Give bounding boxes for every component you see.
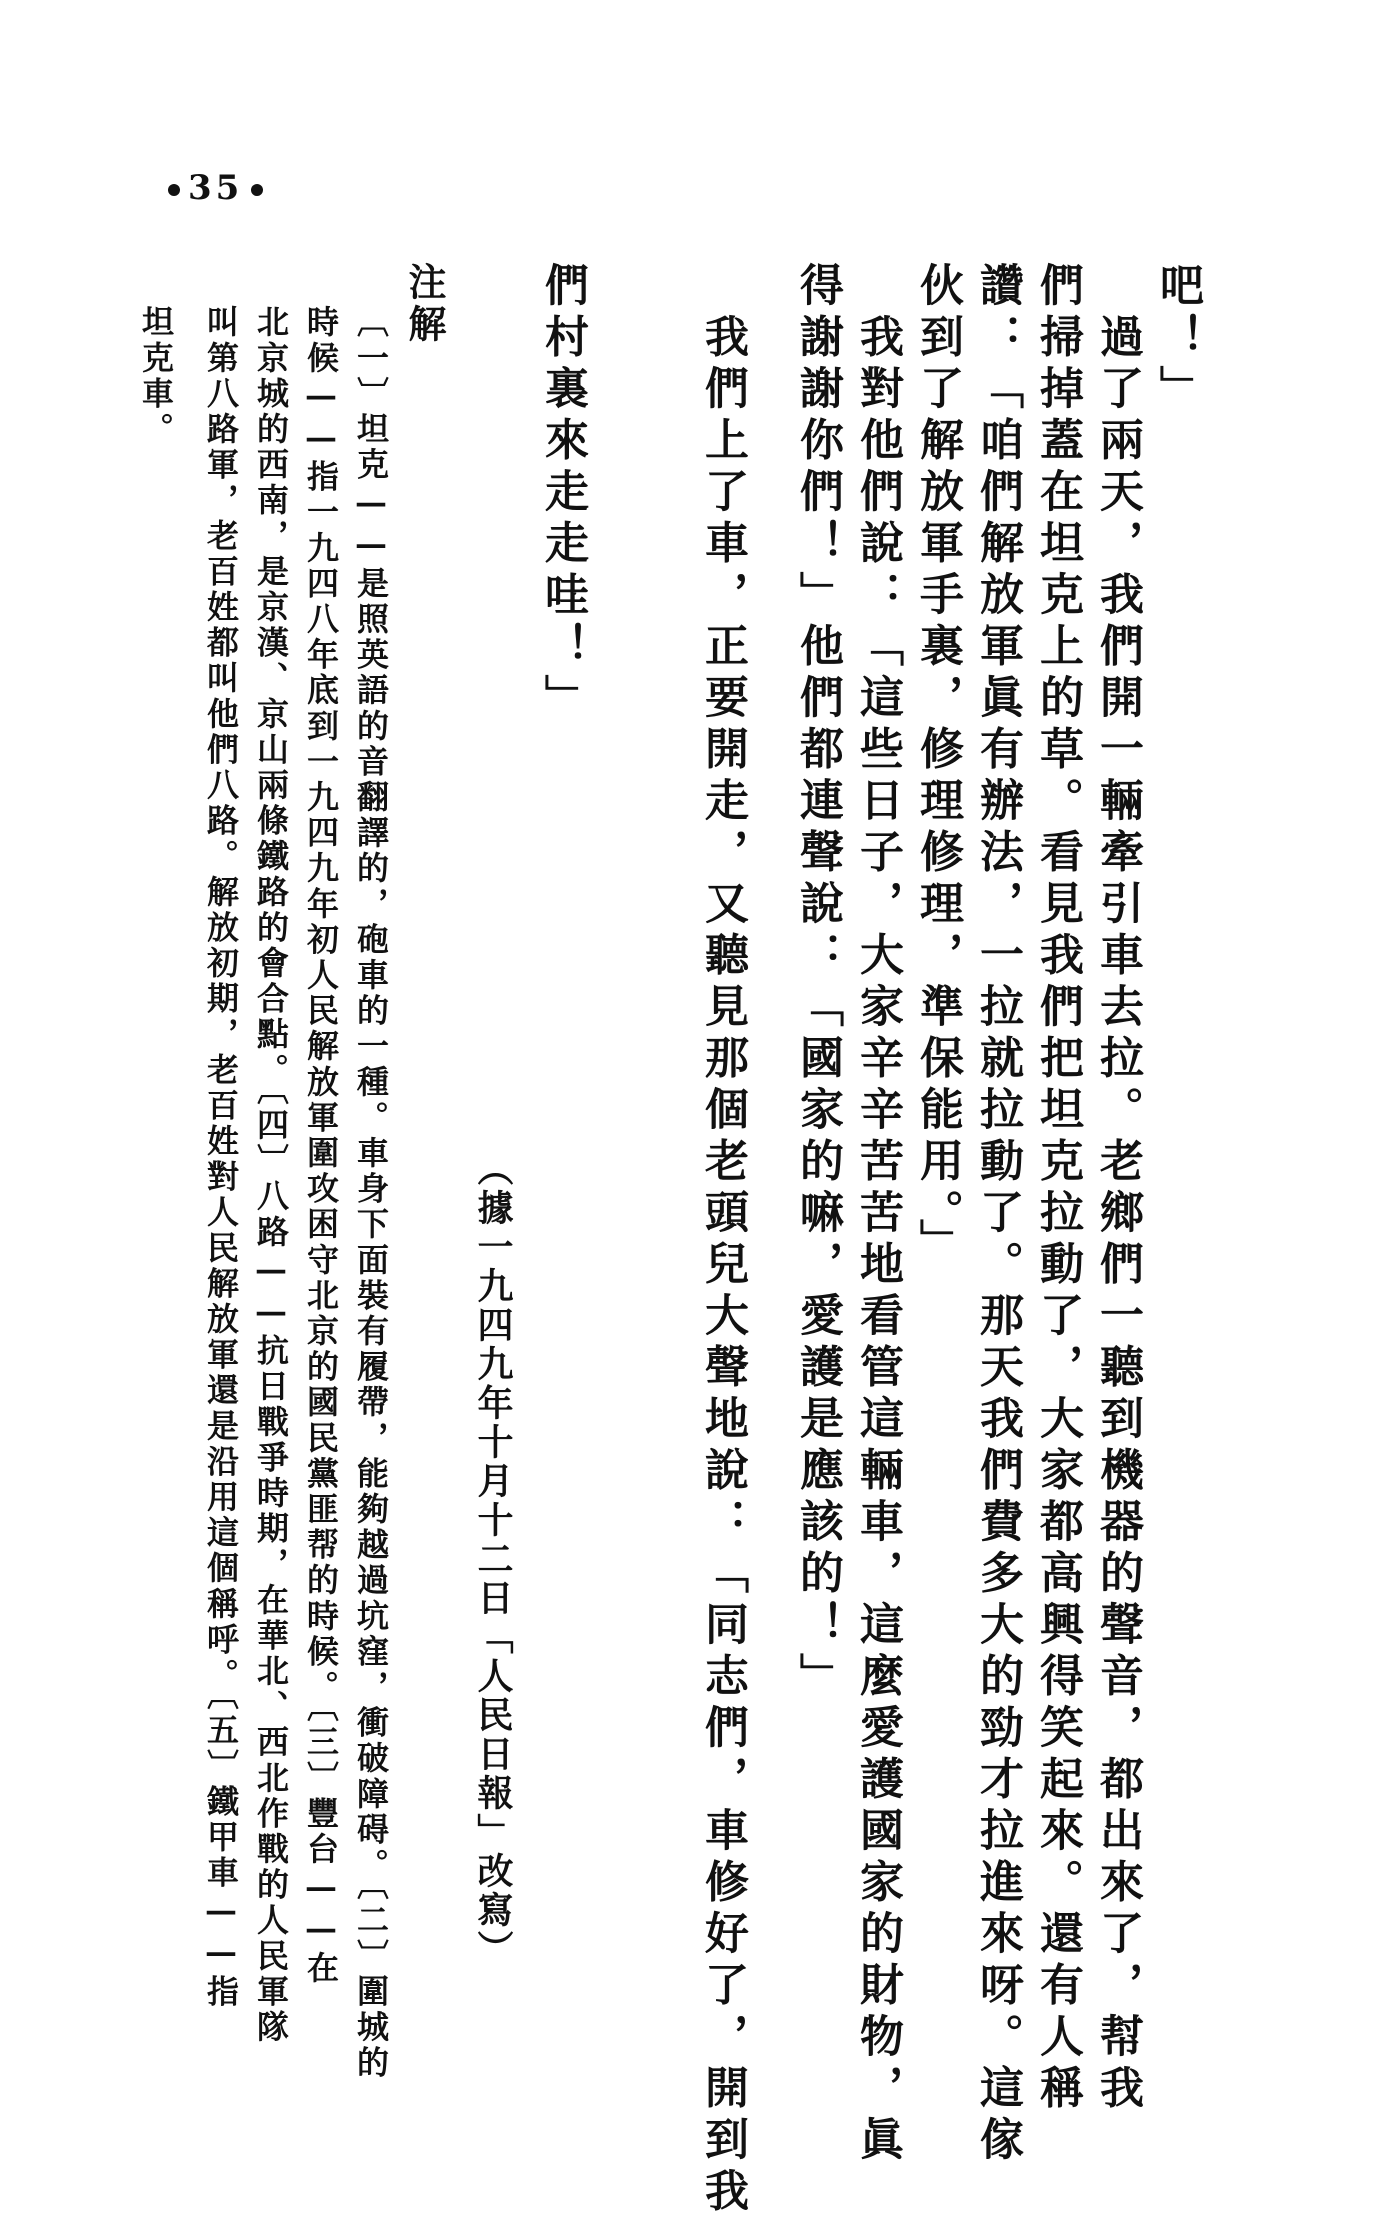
page-number <box>160 168 271 208</box>
body-line-2: 過了兩天，我們開一輛牽引車去拉。老鄉們一聽到機器的聲音，都出來了，幇我 <box>1092 262 1143 2116</box>
body-line-8: 我們上了車，正要開走，又聽見那個老頭兒大聲地說：「同志們，車修好了，開到我 <box>697 262 748 2219</box>
source-note: （據一九四九年十月十二日「人民日報」改寫） <box>472 1150 514 1969</box>
body-line-5: 伙到了解放軍手裏，修理修理，準保能用。」 <box>912 262 963 1270</box>
notes-heading: 注解 <box>402 262 447 346</box>
page-number-text: 35 <box>188 168 244 208</box>
body-line-7: 得謝謝你們！」他們都連聲說：「國家的嘛，愛護是應該的！」 <box>792 262 843 1704</box>
body-line-1: 吧！」 <box>1152 262 1203 417</box>
body-line-9: 們村裏來走走哇！」 <box>537 262 588 726</box>
note-line-5: 坦克車。 <box>137 305 175 448</box>
body-line-3: 們掃掉蓋在坦克上的草。看見我們把坦克拉動了，大家都高興得笑起來。還有人稱 <box>1032 262 1083 2116</box>
note-line-2: 時候——指一九四八年底到一九四九年初人民解放軍圍攻困守北京的國民黨匪帮的時候。〔三〕豐台——在 <box>302 305 340 1987</box>
note-line-4: 叫第八路軍，老百姓都叫他們八路。解放初期，老百姓對人民解放軍還是沿用這個稱呼。〔五〕鐵甲車——指 <box>202 305 240 2010</box>
body-line-6: 我對他們說：「這些日子，大家辛辛苦苦地看管這輛車，這麼愛護國家的財物，眞 <box>852 262 903 2168</box>
note-line-3: 北京城的西南，是京漢、京山兩條鐵路的會合點。〔四〕八路——抗日戰爭時期，在華北、西北作戰的人民軍隊 <box>252 305 290 2046</box>
page-number-dot-right <box>251 184 263 196</box>
note-line-1: 〔一〕坦克——是照英語的音翻譯的，砲車的一種。車身下面裝有履帶，能夠越過坑窪，衝破障碍。〔二〕圍城的 <box>352 305 390 2081</box>
page-number-dot-left <box>168 184 180 196</box>
body-line-4: 讚：「咱們解放軍眞有辦法，一拉就拉動了。那天我們費多大的勁才拉進來呀。這傢 <box>972 262 1023 2168</box>
